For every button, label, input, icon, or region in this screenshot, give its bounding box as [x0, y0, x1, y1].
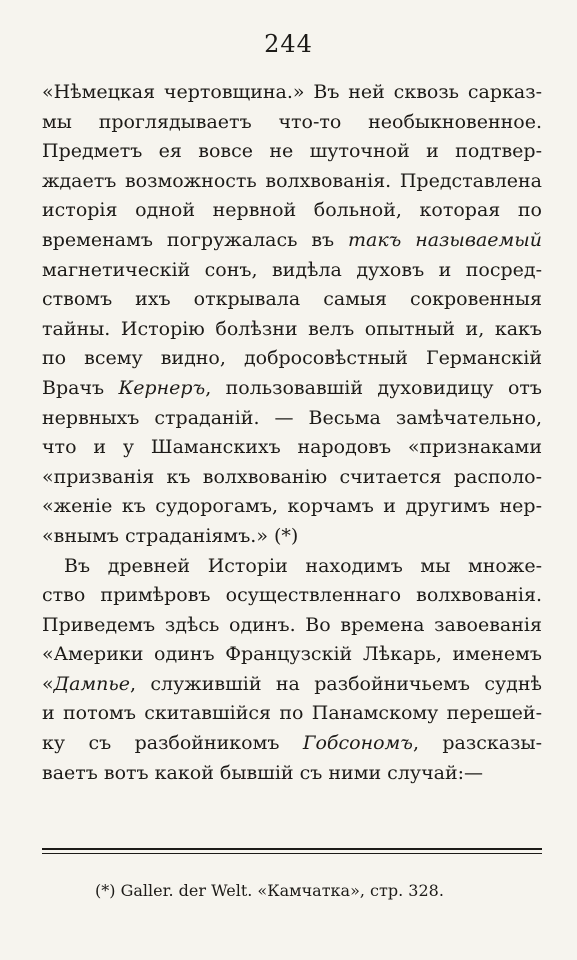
text-line: ждаетъ возможность волхвованія. Представлена: [42, 169, 542, 192]
text-line: Въ древней Исторіи находимъ мы множе-: [64, 554, 542, 577]
text-line: [42, 374, 542, 404]
italic-emphasis: Кернеръ: [118, 376, 206, 399]
text-line: нервныхъ страданій. — Весьма замѣчательно,: [42, 406, 542, 429]
text-line: ство примѣровъ осуществленнаго волхвованія.: [42, 584, 542, 607]
italic-emphasis: такъ называемый: [347, 228, 542, 251]
text-line: [42, 226, 542, 256]
text-segment: временамъ погружалась въ: [42, 228, 348, 251]
main-text: [42, 78, 542, 788]
text-line: что и у Шаманскихъ народовъ «признаками: [42, 436, 542, 459]
text-line: «Нѣмецкая чертовщина.» Въ ней сквозь сарказ-: [42, 81, 542, 103]
text-line: мы проглядываетъ что-то необыкновенное.: [42, 110, 542, 133]
text-line: Предметъ ея вовсе не шуточной и подтвер-: [42, 140, 542, 163]
text-segment: ку съ разбойникомъ: [42, 732, 303, 755]
footnote-separator-thin: [42, 853, 542, 854]
text-segment: , служившій на разбойничьемъ суднѣ: [129, 672, 542, 695]
italic-emphasis: Дампье: [53, 672, 130, 695]
text-segment: , пользовавшій духовидицу отъ: [205, 376, 542, 399]
italic-emphasis: Гобсономъ: [302, 732, 413, 755]
text-line: «внымъ страданіямъ.» (*): [42, 524, 299, 547]
page-number: 244: [264, 30, 313, 58]
text-line: [42, 670, 542, 700]
text-line: магнетическій сонъ, видѣла духовъ и посред-: [42, 258, 542, 281]
text-line: Приведемъ здѣсь одинъ. Во времена завоеванія: [42, 613, 542, 636]
text-line: ствомъ ихъ открывала самыя сокровенныя: [42, 288, 542, 311]
text-line: ваетъ вотъ какой бывшій съ ними случай:—: [42, 761, 484, 784]
footnote-separator-thick: [42, 848, 542, 850]
text-line: и потомъ скитавшійся по Панамскому перешей-: [42, 702, 542, 725]
text-line: исторія одной нервной больной, которая по: [42, 199, 542, 222]
text-line: [42, 729, 542, 759]
text-line: тайны. Исторію болѣзни велъ опытный и, какъ: [42, 317, 542, 340]
text-line: «призванія къ волхвованію считается располо-: [42, 465, 542, 488]
text-line: по всему видно, добросовѣстный Германскій: [42, 347, 542, 370]
text-line: «женіе къ судорогамъ, корчамъ и другимъ нер-: [42, 495, 542, 518]
text-line: «Америки одинъ Французскій Лѣкарь, именемъ: [42, 643, 542, 666]
text-segment: «: [42, 672, 54, 695]
text-segment: , разсказы-: [412, 732, 542, 755]
footnote: (*) Galler. der Welt. «Камчатка», стр. 328.: [95, 881, 444, 900]
text-segment: Врачъ: [42, 376, 119, 399]
